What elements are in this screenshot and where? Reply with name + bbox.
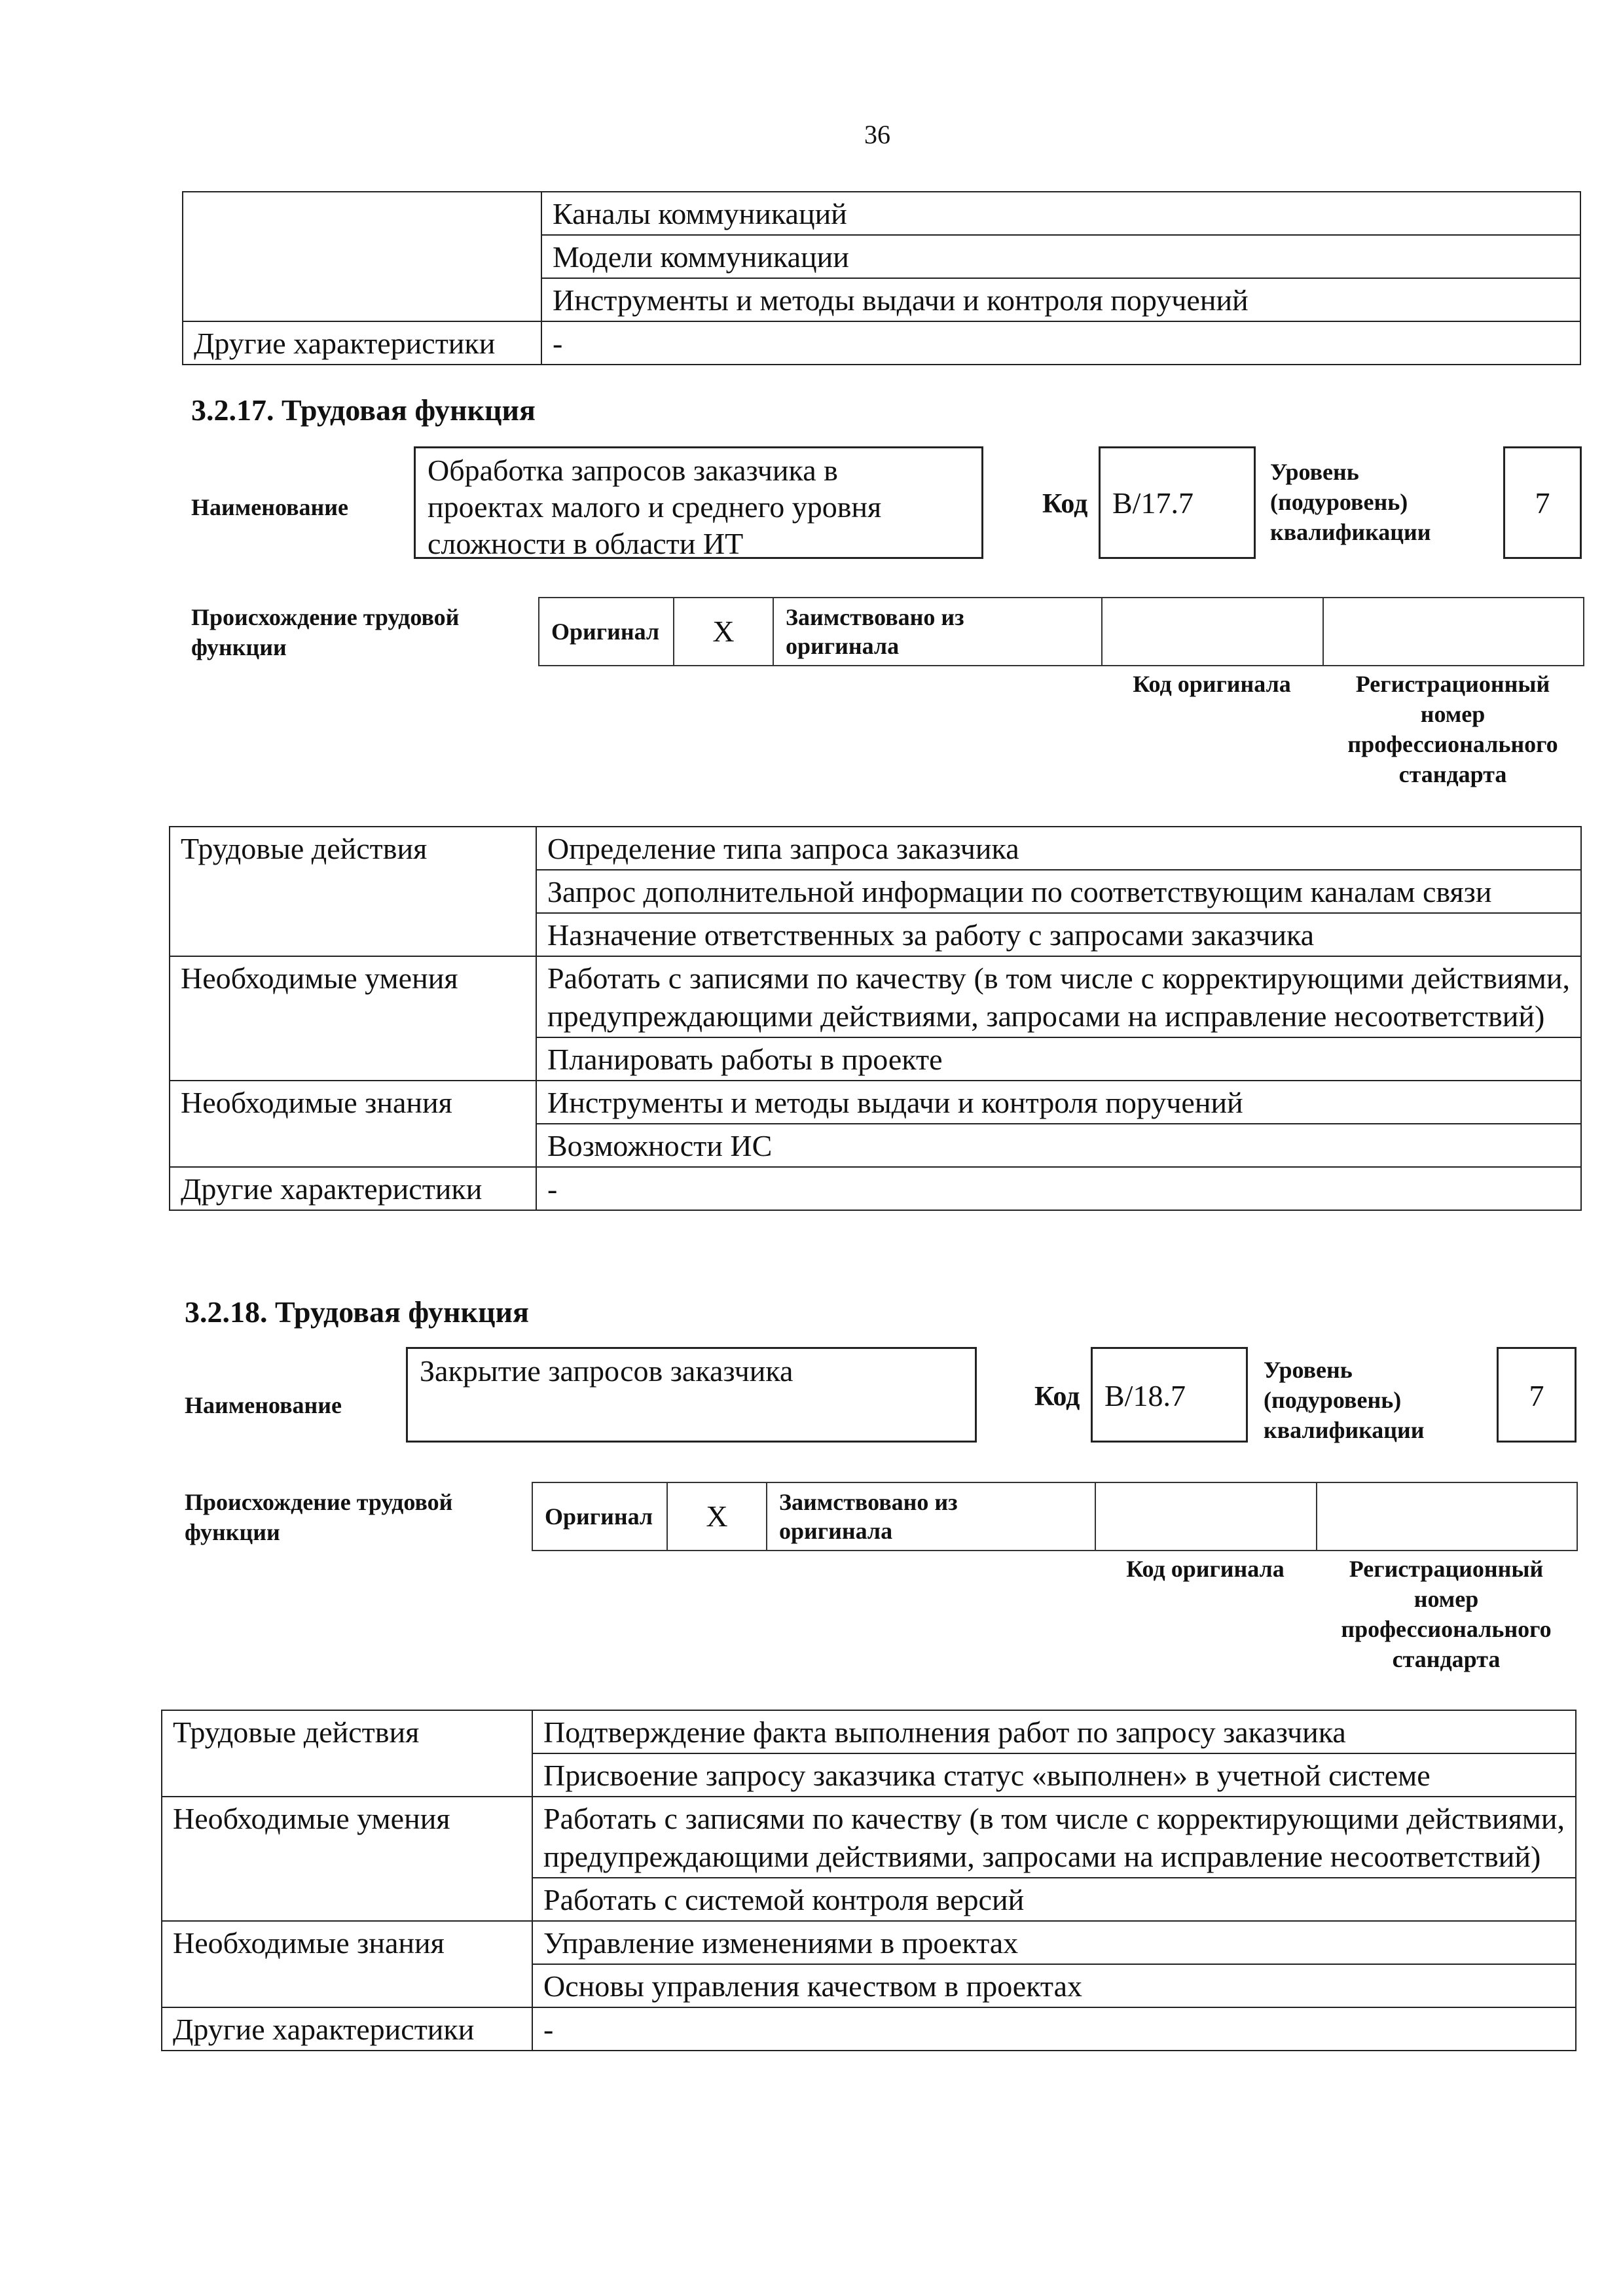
page-number: 36 [864, 120, 890, 149]
other-characteristics-label: Другие характеристики [170, 1167, 536, 1210]
table-row: Подтверждение факта выполнения работ по запросу заказчика [532, 1710, 1576, 1753]
table-row: Каналы коммуникаций [541, 192, 1580, 235]
table-row: Инструменты и методы выдачи и контроля поручений [541, 278, 1580, 321]
other-characteristics-value: - [532, 2007, 1576, 2051]
other-characteristics-value: - [541, 321, 1580, 365]
reg-number-caption: Регистрационный номер профессионального стандарта [1341, 1556, 1552, 1672]
function-17-table [169, 826, 1582, 1211]
origin-label: Происхождение трудовой функции [185, 1489, 453, 1545]
code-original-cell [1095, 1482, 1317, 1551]
table-row: Инструменты и методы выдачи и контроля поручений [536, 1081, 1581, 1124]
code-original-cell [1102, 598, 1323, 666]
table-row: Планировать работы в проекте [536, 1037, 1581, 1081]
code-value: B/18.7 [1104, 1379, 1186, 1412]
level-box [1503, 446, 1582, 559]
section-title-18: 3.2.18. Трудовая функция [185, 1295, 529, 1329]
code-value: B/17.7 [1112, 486, 1194, 520]
table-row: Возможности ИС [536, 1124, 1581, 1167]
code-label: Код [1034, 1382, 1080, 1412]
labor-actions-label: Трудовые действия [170, 827, 536, 956]
reg-number-cell [1317, 1482, 1577, 1551]
empty-label-cell [183, 192, 541, 321]
origin-table [538, 597, 1584, 666]
table-row: Назначение ответственных за работу с запросами заказчика [536, 913, 1581, 956]
name-label: Наименование [185, 1392, 342, 1418]
original-label: Оригинал [539, 598, 674, 666]
required-skills-label: Необходимые умения [162, 1797, 532, 1921]
table-row: Работать с записями по качеству (в том числе с корректирующими действиями, предупреждающими действиями, запросами на исправление несоответствий) [532, 1797, 1576, 1878]
original-mark: X [674, 598, 773, 666]
section-title-17: 3.2.17. Трудовая функция [191, 393, 536, 427]
function-name-line: Закрытие запросов заказчика [420, 1354, 793, 1388]
code-box [1099, 446, 1256, 559]
reg-number-cell [1323, 598, 1584, 666]
original-mark: X [667, 1482, 767, 1551]
other-characteristics-label: Другие характеристики [162, 2007, 532, 2051]
level-box [1497, 1347, 1577, 1443]
table-row: Определение типа запроса заказчика [536, 827, 1581, 870]
table-row: Присвоение запросу заказчика статус «выполнен» в учетной системе [532, 1753, 1576, 1797]
table-row: Управление изменениями в проектах [532, 1921, 1576, 1964]
function-name-line: сложности в области ИТ [428, 527, 744, 560]
required-skills-label: Необходимые умения [170, 956, 536, 1081]
borrowed-label: Заимствовано из оригинала [773, 598, 1102, 666]
original-label: Оригинал [532, 1482, 667, 1551]
table-row: Работать с системой контроля версий [532, 1878, 1576, 1921]
other-characteristics-label: Другие характеристики [183, 321, 541, 365]
name-label: Наименование [191, 494, 348, 520]
required-knowledge-label: Необходимые знания [162, 1921, 532, 2007]
function-18-table [161, 1710, 1577, 2051]
function-name-line: Обработка запросов заказчика в [428, 454, 838, 487]
reg-number-caption: Регистрационный номер профессионального стандарта [1347, 671, 1558, 787]
table-row: Работать с записями по качеству (в том числе с корректирующими действиями, предупреждающими действиями, запросами на исправление несоответствий) [536, 956, 1581, 1037]
labor-actions-label: Трудовые действия [162, 1710, 532, 1797]
code-box [1091, 1347, 1248, 1443]
function-name-box [406, 1347, 977, 1443]
table-row: Основы управления качеством в проектах [532, 1964, 1576, 2007]
borrowed-label: Заимствовано из оригинала [767, 1482, 1095, 1551]
function-name-box [414, 446, 983, 559]
continuation-table [182, 191, 1581, 365]
code-original-caption: Код оригинала [1126, 1556, 1285, 1582]
origin-label: Происхождение трудовой функции [191, 604, 460, 660]
function-name-line: проектах малого и среднего уровня [428, 490, 882, 524]
table-row: Модели коммуникации [541, 235, 1580, 278]
qualification-level-label: Уровень (подуровень) квалификации [1264, 1357, 1425, 1443]
code-label: Код [1042, 489, 1088, 519]
qualification-level-label: Уровень (подуровень) квалификации [1270, 459, 1431, 545]
origin-table [532, 1482, 1578, 1551]
code-original-caption: Код оригинала [1133, 671, 1291, 697]
level-value: 7 [1529, 1379, 1544, 1412]
other-characteristics-value: - [536, 1167, 1581, 1210]
required-knowledge-label: Необходимые знания [170, 1081, 536, 1167]
level-value: 7 [1535, 486, 1550, 520]
table-row: Запрос дополнительной информации по соответствующим каналам связи [536, 870, 1581, 913]
